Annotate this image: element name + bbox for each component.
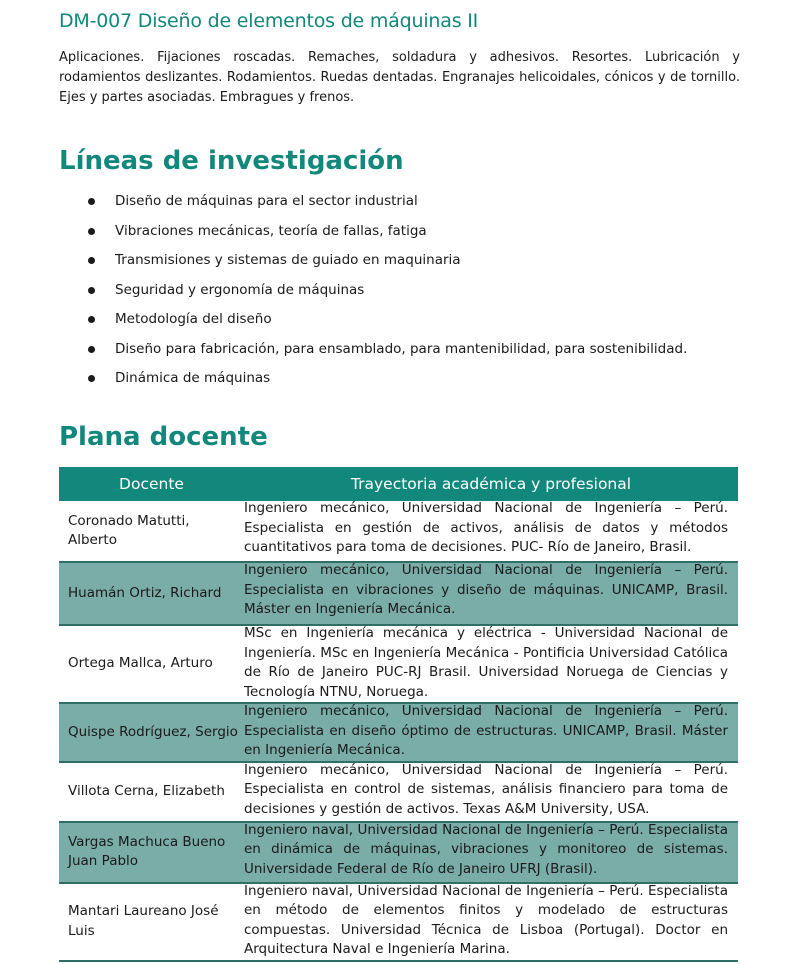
bullet-icon: [88, 198, 95, 205]
teacher-background: [244, 762, 738, 822]
table-row: [59, 883, 738, 961]
teacher-background: [244, 625, 738, 703]
teacher-background-text: Ingeniero mecánico, Universidad Nacional de Ingeniería – Perú. Especialista en diseño óptimo de estructuras. UNICAMP, Brasil. Máster en Ingeniería Mecánica.: [244, 703, 728, 758]
bullet-icon: [88, 316, 95, 323]
teacher-background: [244, 822, 738, 883]
list-item-text: Dinámica de máquinas: [115, 370, 271, 386]
teacher-name: Quispe Rodríguez, Sergio: [59, 703, 244, 762]
teacher-background: [244, 883, 738, 961]
teacher-background-text: Ingeniero mecánico, Universidad Nacional de Ingeniería – Perú. Especialista en vibraciones y diseño de máquinas. UNICAMP, Brasil. Máster en Ingeniería Mecánica.: [244, 562, 728, 617]
list-item-text: Vibraciones mecánicas, teoría de fallas, fatiga: [115, 222, 427, 239]
table-row: [59, 562, 738, 625]
teacher-background: [244, 501, 738, 562]
list-item: [88, 249, 687, 279]
bullet-icon: [88, 375, 95, 382]
column-header-teacher: Docente: [59, 467, 244, 501]
bullet-icon: [88, 257, 95, 264]
list-item-text: Metodología del diseño: [115, 311, 272, 327]
teacher-background-text: Ingeniero mecánico, Universidad Nacional de Ingeniería – Perú. Especialista en control de sistemas, análisis financiero para toma de decisiones y gestión de activos. Texas A&M University, USA.: [244, 761, 728, 817]
list-item: [88, 220, 687, 250]
teacher-name: Vargas Machuca Bueno Juan Pablo: [59, 822, 244, 883]
bullet-icon: [88, 346, 95, 353]
teaching-staff-table: [59, 467, 738, 962]
teacher-name: Coronado Matutti, Alberto: [59, 501, 244, 562]
teacher-name: Villota Cerna, Elizabeth: [59, 762, 244, 822]
list-item: [88, 308, 687, 338]
teacher-background-text: MSc en Ingeniería mecánica y eléctrica - Universidad Nacional de Ingeniería. MSc en Ingeniería Mecánica - Pontificia Universidad Católica de Río de Janeiro PUC-RJ Brasil. Universidad Noruega de Ciencias y Tecnología NTNU, Noruega.: [244, 625, 728, 700]
bullet-icon: [88, 287, 95, 294]
teacher-background-text: Ingeniero naval, Universidad Nacional de Ingeniería – Perú. Especialista en método de elementos finitos y modelado de estructuras compuestas. Universidad Técnica de Lisboa (Portugal). Doctor en Arquitectura Naval e Ingeniería Marina.: [244, 882, 728, 957]
list-item: [88, 190, 687, 220]
teacher-background-text: Ingeniero naval, Universidad Nacional de Ingeniería – Perú. Especialista en dinámica de máquinas, vibraciones y monitoreo de sistemas. Universidade Federal de Río de Janeiro UFRJ (Brasil).: [244, 821, 728, 877]
course-title: DM-007 Diseño de elementos de máquinas II: [59, 10, 479, 32]
teacher-background: [244, 703, 738, 762]
list-item: [88, 279, 687, 309]
list-item-text: Diseño de máquinas para el sector industrial: [115, 193, 418, 209]
research-lines-list: [88, 190, 687, 397]
list-item: [88, 338, 687, 368]
list-item: [88, 367, 687, 397]
column-header-background: Trayectoria académica y profesional: [244, 467, 738, 501]
course-description: Aplicaciones. Fijaciones roscadas. Remaches, soldadura y adhesivos. Resortes. Lubricación y rodamientos deslizantes. Rodamientos. Ruedas dentadas. Engranajes helicoidales, cónicos y de tornillo. Ejes y partes asociadas. Embragues y frenos.: [59, 50, 740, 105]
teacher-name: Ortega Mallca, Arturo: [59, 625, 244, 703]
teacher-background: [244, 562, 738, 625]
table-row: [59, 822, 738, 883]
teacher-name: Huamán Ortiz, Richard: [59, 562, 244, 625]
table-row: [59, 625, 738, 703]
table-row: [59, 703, 738, 762]
table-row: [59, 501, 738, 562]
table-header-row: [59, 467, 738, 501]
bullet-icon: [88, 228, 95, 235]
list-item-text: Diseño para fabricación, para ensamblado, para mantenibilidad, para sostenibilidad.: [115, 340, 688, 357]
table-row: [59, 762, 738, 822]
teaching-staff-heading: Plana docente: [59, 422, 268, 452]
teacher-name: Mantari Laureano José Luis: [59, 883, 244, 961]
list-item-text: Seguridad y ergonomía de máquinas: [115, 281, 365, 298]
list-item-text: Transmisiones y sistemas de guiado en maquinaria: [115, 252, 461, 268]
research-lines-heading: Líneas de investigación: [59, 146, 404, 176]
teacher-background-text: Ingeniero mecánico, Universidad Nacional de Ingeniería – Perú. Especialista en gestión de activos, análisis de datos y métodos cuantitativos para toma de decisiones. PUC- Río de Janeiro, Brasil.: [244, 501, 728, 555]
